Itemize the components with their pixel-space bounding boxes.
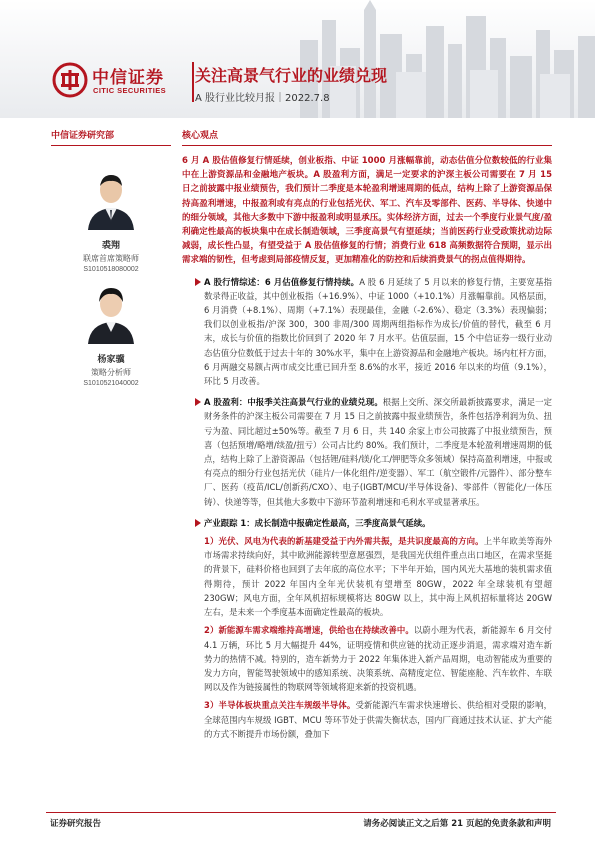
subsection-lead: 2）新能源车需求端维持高增速，供给也在持续改善中。 bbox=[204, 625, 414, 636]
subsection-lead: 1）光伏、风电为代表的新基建受益于内外需共振，是共识度最高的方向。 bbox=[204, 536, 484, 547]
footer-disclaimer-notice: 请务必阅读正文之后第 21 页起的免责条款和声明 bbox=[363, 819, 551, 829]
section-earnings bbox=[182, 395, 552, 509]
citic-logo-icon bbox=[52, 62, 88, 98]
analyst-name: 杨家骥 bbox=[97, 355, 125, 365]
research-dept-heading: 中信证券研究部 bbox=[51, 128, 171, 146]
report-header bbox=[0, 0, 595, 118]
bullet-arrow-icon bbox=[195, 278, 201, 286]
logo-chinese-text: 中信证券 bbox=[92, 68, 164, 88]
analyst-photo bbox=[80, 166, 142, 230]
section-text: A 股 6 月延续了 5 月以来的修复行情，主要宽基指数录得正收益，其中创业板指（+16.9%）、中证 1000（+10.1%）月涨幅靠前。风格层面，6 月消费（+8.1%）、周期（+7.1%）表现最佳，金融（-2.6%）、稳定（3.3%）表现偏弱；我们以创业板指/沪深 300，300 非周/300 周期两组指标作为成长/价值的替代，截至 6 月末，成长与价值的指数比价回到了 2020 年 7 月水平。估值层面，15 个中信证券一级行业动态估值分位数低于过去十年的 30%水平，集中在上游资源品和金融地产板块。场内杠杆方面，6 月两融交易额占两市成交比重已回升至 8.6%的水平，接近 2016 年以来的均值（9.1%），环比 5 月改善。 bbox=[204, 276, 552, 387]
bullet-arrow-icon bbox=[195, 519, 201, 527]
report-subtitle: A 股行业比较月报｜2022.7.8 bbox=[195, 93, 330, 104]
citic-securities-logo bbox=[52, 62, 190, 100]
subsection-text: 以蔚小理为代表，新能源车 6 月交付 4.1 万辆，环比 5 月大幅提升 44%，证明疫情和供应链的扰动正逐步消退，需求端对造车新势力的热情不减。特别的，造车新势力于 2022 年集体进入新产品周期，电动智能成为重要的发力方向，智能驾驶领域中的感知系统、决策系统、高精度定位、智能座舱、汽车软件、车联网以及作为链接属性的物联网等领域将迎来新的投资机遇。 bbox=[204, 625, 552, 693]
footer-divider bbox=[46, 812, 556, 813]
section-lead: A 股行情综述：6 月估值修复行情持续。 bbox=[204, 276, 360, 287]
section-lead: 产业跟踪 1：成长制造中报确定性最高，三季度高景气延续。 bbox=[204, 517, 431, 528]
analyst-title: 联席首席策略师 bbox=[83, 254, 139, 263]
analyst-card bbox=[51, 166, 171, 273]
analyst-title: 策略分析师 bbox=[91, 368, 131, 377]
subsection-photovoltaic-wind bbox=[182, 534, 552, 619]
section-industry-tracking bbox=[182, 516, 552, 530]
footer-report-type: 证券研究报告 bbox=[50, 819, 102, 829]
analyst-license-id: S1010521040002 bbox=[83, 380, 139, 387]
analyst-card bbox=[51, 280, 171, 387]
report-title: 关注高景气行业的业绩兑现 bbox=[195, 66, 388, 85]
analyst-column bbox=[51, 128, 171, 387]
core-views-heading: 核心观点 bbox=[182, 128, 552, 146]
subsection-text: 上半年欧美等海外市场需求持续向好，其中欧洲能源转型意愿强烈，是我国光伏组件重点出口地区，在需求坚挺的背景下，硅料价格也回到了去年底的高位水平；下半年开始，国内风光大基地的装机需求值得期待，预计 2022 年国内全年光伏装机有望增至 80GW，2022 年全球装机有望超 230GW；风电方面，全年风机招标规模将达 80GW 以上，其中海上风机招标量将达 20GW 左右，是未来一个季度基本面确定性最高的板块。 bbox=[204, 536, 553, 618]
analyst-photo bbox=[80, 280, 142, 344]
section-lead: A 股盈利：中报季关注高景气行业的业绩兑现。 bbox=[204, 397, 383, 408]
analyst-name: 裘翔 bbox=[101, 241, 120, 251]
section-market-review bbox=[182, 275, 552, 389]
core-views-column bbox=[182, 128, 552, 741]
bullet-arrow-icon bbox=[195, 398, 201, 406]
summary-paragraph: 6 月 A 股估值修复行情延续，创业板指、中证 1000 月涨幅靠前，动态估值分位数较低的行业集中在上游资源品和金融地产板块。A 股盈利方面，满足一定要求的沪深主板公司需要在 7 月 15 日之前披露中报业绩预告，我们预计二季度是本轮盈利增速周期的低点，结构上除了上游资源品保持高盈利增速，中报盈利或有亮点的行业包括光伏、军工、汽车及零部件、医药、半导体、快递中的细分领域，其他大多数中下游中报盈利或明显承压。实体经济方面，过去一个季度行业景气度/盈利确定性最高的板块集中在成长制造领域，三季度高景气有望延续；当前医药行业受政策扰动边际减弱，成长性凸显，有望受益于 A 股估值修复的行情；消费行业 618 高频数据符合预期，显示出需求端的韧性，但考虑到局部疫情反复，更加精准化的防控和后续消费景气的拐点值得期待。 bbox=[182, 156, 552, 266]
logo-english-text: CITIC SECURITIES bbox=[93, 86, 167, 95]
section-text: 根据上交所、深交所最新披露要求，满足一定财务条件的沪深主板公司需要在 7 月 15 日之前披露中报业绩预告，条件包括净利润为负、扭亏为盈、同比超过±50%等。截至 7 月 6 日，共 140 余家上市公司披露了中报业绩预告，预喜（包括预增/略增/续盈/扭亏）公司占比约 80%。我们预计，二季度是本轮盈利增速周期的低点，结构上除了上游资源品（包括锂/硅料/镁/化工/钾肥等众多领域）保持高盈利增速，中报或有亮点的细分行业包括光伏（硅片/一体化组件/逆变器）、军工（航空锻件/元器件）、部分整车厂、医药（疫苗/ICL/创新药/CXO）、电子(IGBT/MCU/半导体设备)、零部件（智能化/一体压铸）、快递等等，但其他大多数中下游环节盈利增速和毛利水平或显著承压。 bbox=[204, 397, 553, 507]
subsection-text: 受新能源汽车需求快速增长、供给相对受限的影响，全球范围内车规级 IGBT、MCU 等环节处于供需失衡状态，国内厂商通过技术认证、扩大产能的方式不断提升市场份额，叠加下 bbox=[204, 700, 553, 739]
title-divider bbox=[192, 62, 194, 102]
subsection-lead: 3）半导体板块重点关注车规级半导体。 bbox=[204, 700, 356, 711]
analyst-license-id: S1010518080002 bbox=[83, 266, 139, 273]
subsection-new-energy-vehicles bbox=[182, 623, 552, 694]
subsection-semiconductors bbox=[182, 698, 552, 741]
